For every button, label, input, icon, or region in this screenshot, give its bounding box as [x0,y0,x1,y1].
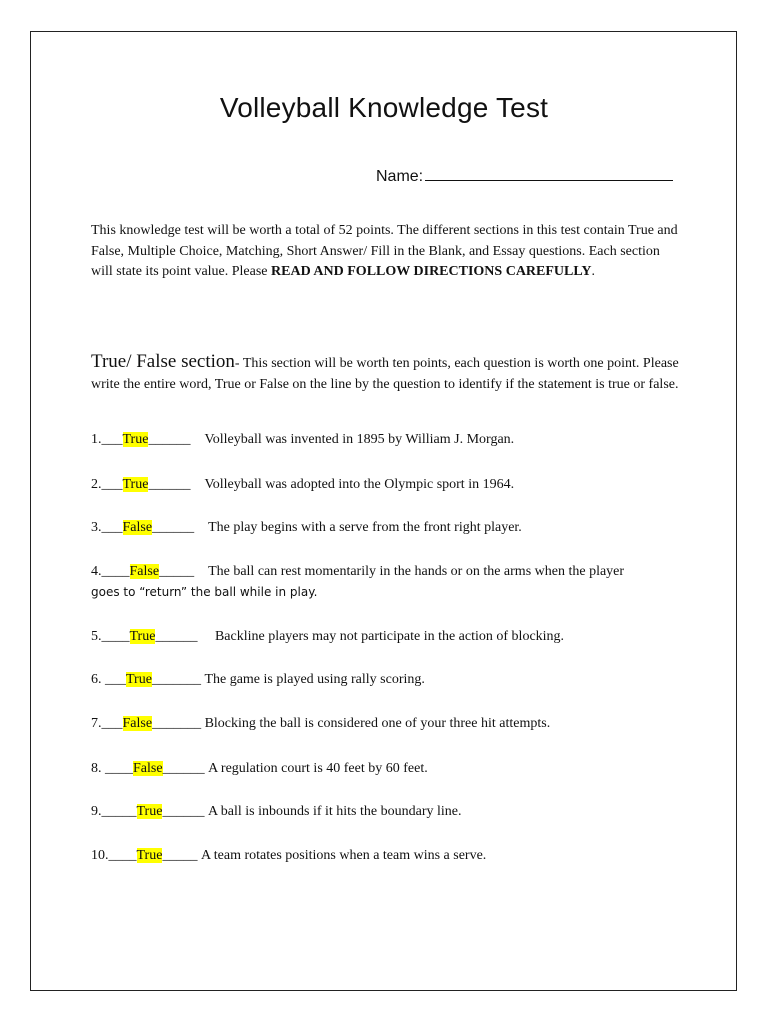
answer-text[interactable]: False [122,716,153,731]
question-statement: Volleyball was invented in 1895 by William J. Morgan. [204,432,515,447]
section-heading: True/ False section [91,351,235,372]
question-item [91,669,691,690]
question-item [91,801,691,822]
question-statement: Volleyball was adopted into the Olympic sport in 1964. [204,477,515,492]
question-number: 2. [91,477,102,492]
question-item [91,517,691,538]
section-instructions: - This section will be worth ten points, each question is worth one point. Please write the entire word, True or False on the line by the question to identify if the statement is true or false. [91,356,679,392]
question-statement: A regulation court is 40 feet by 60 feet. [208,761,428,776]
question-statement: Backline players may not participate in the action of blocking. [214,629,565,644]
intro-emphasis: READ AND FOLLOW DIRECTIONS CAREFULLY [271,264,592,280]
page-title: Volleyball Knowledge Test [219,92,549,123]
answer-blank-pre: ____ [108,848,137,863]
question-statement: Blocking the ball is considered one of your three hit attempts. [204,716,551,731]
question-number: 8. [91,761,105,776]
question-item [91,626,691,647]
answer-text[interactable]: True [122,432,149,447]
question-item [91,429,691,450]
question-number: 1. [91,432,102,447]
answer-text[interactable]: True [122,477,149,492]
question-statement: The play begins with a serve from the front right player. [208,520,522,535]
question-number: 5. [91,629,102,644]
answer-text[interactable]: True [126,672,152,687]
answer-blank-post: ______ [162,761,205,776]
name-label: Name: [376,168,424,185]
answer-text[interactable]: True [136,804,163,819]
question-item [91,845,691,866]
question-item [91,713,691,734]
question-statement: A team rotates positions when a team wins a serve. [200,848,487,863]
answer-blank-post: ______ [162,804,205,819]
answer-blank-post: ______ [148,477,191,492]
intro-text: This knowledge test will be worth a total of 52 points. The different sections in this test contain True and False, Multiple Choice, Matching, Short Answer/ Fill in the Blank, and Essay questions. Each section will state its point value. Please [91,223,678,280]
answer-blank-pre: ___ [101,477,123,492]
true-false-section-intro [91,351,681,395]
answer-text[interactable]: False [122,520,153,535]
answer-text[interactable]: True [136,848,163,863]
answer-blank-pre: _____ [101,804,137,819]
answer-blank-post: ______ [148,432,191,447]
answer-text[interactable]: False [129,564,160,579]
answer-text[interactable]: True [129,629,156,644]
intro-paragraph [91,221,681,283]
answer-blank-pre: ___ [105,672,126,687]
question-item [91,758,691,779]
name-field [376,164,673,186]
answer-blank-post: _____ [162,848,198,863]
answer-blank-post: ______ [155,629,198,644]
question-number: 7. [91,716,102,731]
answer-blank-pre: ___ [101,432,123,447]
question-number: 9. [91,804,102,819]
name-line[interactable] [425,164,673,181]
answer-blank-post: _____ [159,564,195,579]
question-item [91,474,691,495]
question-statement: The game is played using rally scoring. [204,672,425,687]
question-statement: The ball can rest momentarily in the hands or on the arms when the player [208,564,625,579]
answer-blank-post: _______ [152,716,202,731]
question-statement-continued: goes to “return” the ball while in play. [91,585,318,599]
question-number: 4. [91,564,102,579]
question-statement: A ball is inbounds if it hits the boundary line. [207,804,462,819]
answer-blank-pre: ____ [101,564,130,579]
answer-blank-pre: ___ [101,716,123,731]
answer-blank-pre: ____ [101,629,130,644]
intro-end: . [591,264,596,280]
question-item [91,561,691,603]
answer-blank-post: _______ [151,672,201,687]
answer-text[interactable]: False [133,761,163,776]
question-number: 3. [91,520,102,535]
question-number: 6. [91,672,105,687]
question-number: 10. [91,848,109,863]
answer-blank-pre: ___ [101,520,123,535]
answer-blank-post: ______ [152,520,195,535]
answer-blank-pre: ____ [105,761,133,776]
